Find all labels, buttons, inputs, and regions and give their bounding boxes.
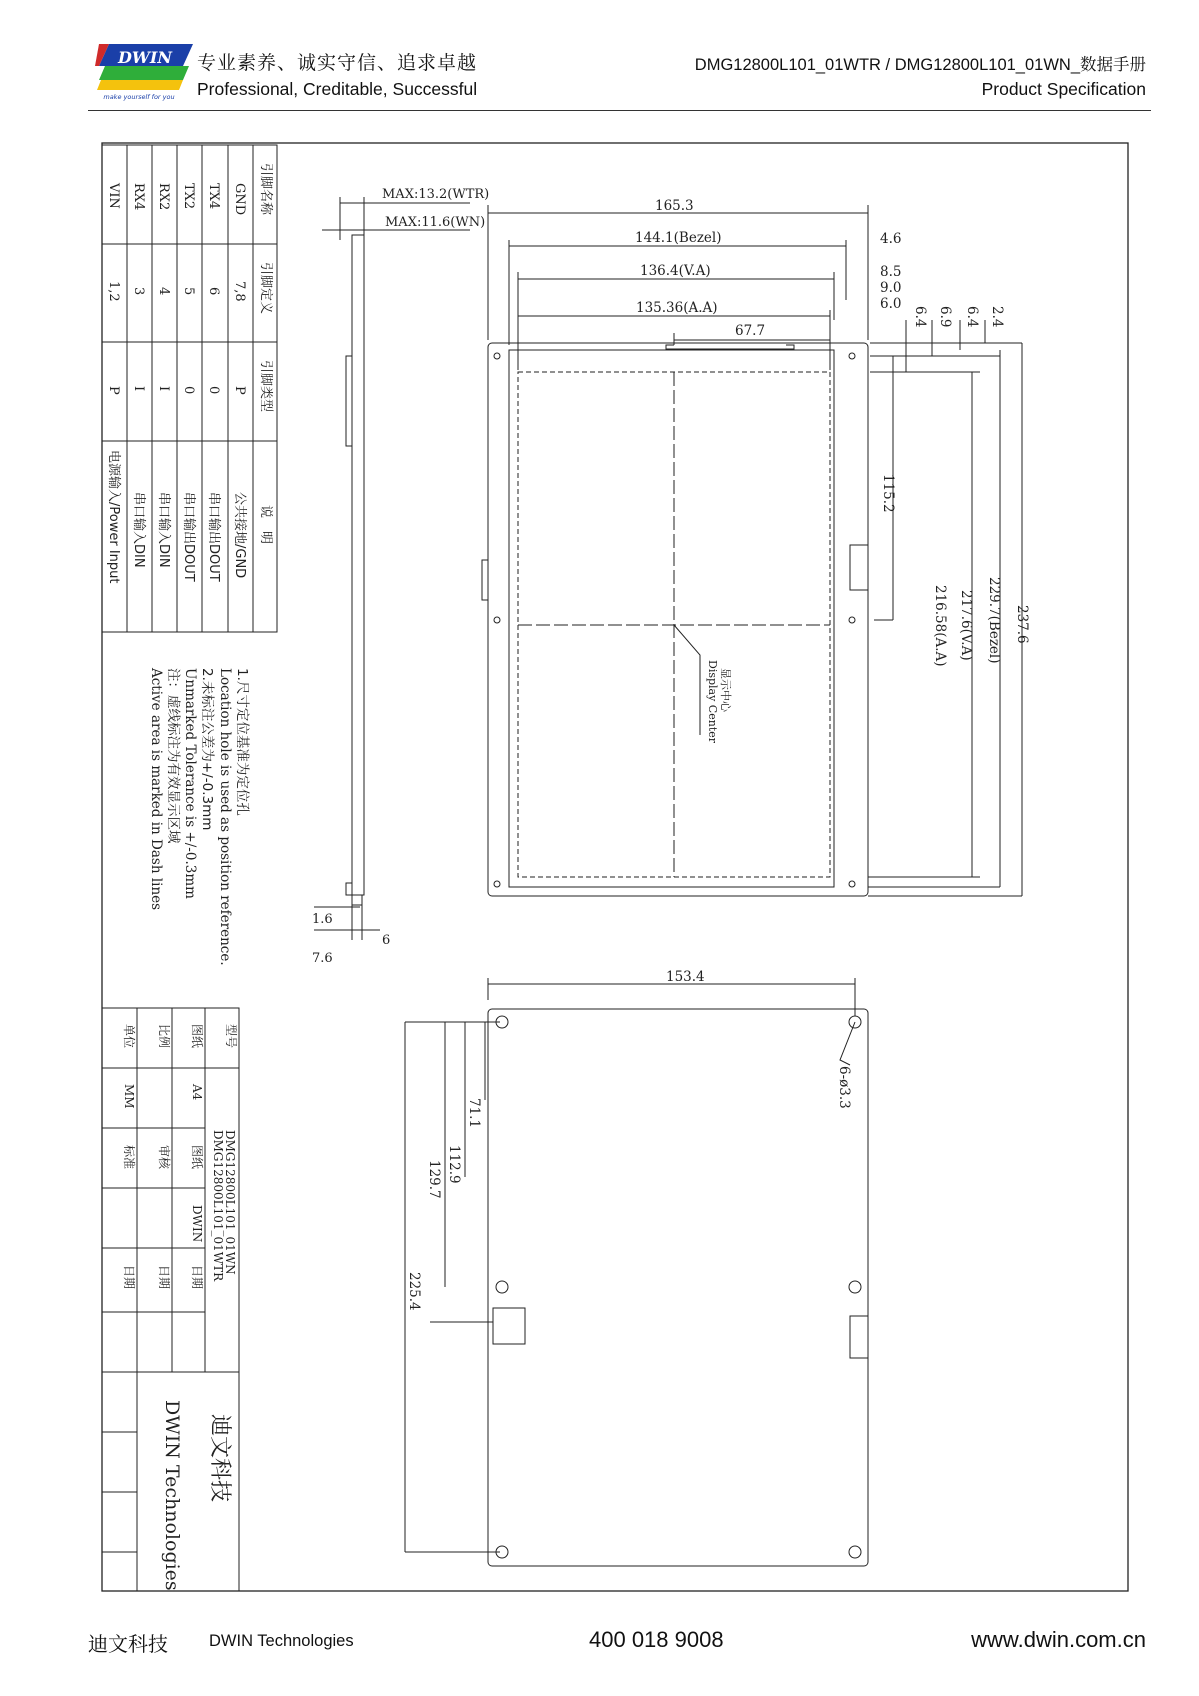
dim-side-1-6: 1.6 <box>312 912 333 927</box>
tb-drawing-value: A4 <box>190 1084 204 1101</box>
footer-website[interactable]: www.dwin.com.cn <box>971 1627 1146 1652</box>
pin-desc-3: 串口输出DOUT <box>181 492 196 582</box>
pin-header-desc: 说 明 <box>258 505 273 545</box>
pin-desc-2: 串口输出DOUT <box>206 492 221 582</box>
dim-max-wtr: MAX:13.2(WTR) <box>382 187 490 202</box>
pin-name-3: TX2 <box>181 183 196 210</box>
note-2-en: Unmarked Tolerance is +/-0.3mm <box>182 668 198 899</box>
tb-unit-value: MM <box>122 1084 136 1109</box>
pin-name-2: TX4 <box>206 183 221 210</box>
pin-header-type: 引脚类型 <box>258 360 273 413</box>
dim-va-width: 136.4(V.A) <box>640 263 711 279</box>
pin-name-5: RX4 <box>131 183 146 211</box>
tb-model-value-1: DMG12800L101_01WN <box>223 1130 237 1275</box>
dim-bezel-width: 144.1(Bezel) <box>635 230 722 246</box>
pin-type-2: 0 <box>206 386 221 395</box>
dim-6-4a: 6.4 <box>912 306 928 328</box>
pin-def-5: 3 <box>131 287 146 296</box>
display-center-cn: 显示中心 <box>719 668 732 712</box>
dim-back-225-4: 225.4 <box>406 1272 422 1311</box>
tb-date-label-3: 日期 <box>122 1265 136 1290</box>
pin-def-3: 5 <box>181 287 196 296</box>
pin-header-def: 引脚定义 <box>258 262 273 315</box>
tb-model-label: 型号 <box>224 1024 238 1049</box>
logo-text: DWIN <box>118 48 172 67</box>
side-view <box>314 197 470 940</box>
tb-dwin-label: DWIN <box>190 1205 204 1243</box>
doc-subtitle: Product Specification <box>981 79 1146 99</box>
footer-phone: 400 018 9008 <box>589 1627 724 1652</box>
pin-name-1: GND <box>232 183 247 216</box>
dim-bezel-height: 229.7(Bezel) <box>986 577 1002 664</box>
note-3-cn: 注：虚线标注为有效显示区域 <box>165 668 181 844</box>
dim-6-9: 6.9 <box>937 306 953 328</box>
pin-header-name: 引脚名称 <box>258 163 273 216</box>
dim-back-112-9: 112.9 <box>446 1145 462 1184</box>
dim-2-4: 2.4 <box>989 306 1005 328</box>
pin-def-4: 4 <box>156 287 171 296</box>
pin-type-1: P <box>232 386 247 395</box>
dim-side-6: 6 <box>382 933 391 948</box>
tb-unit-label: 单位 <box>122 1024 136 1049</box>
pin-type-5: I <box>131 386 146 392</box>
pin-type-6: P <box>106 386 121 395</box>
pin-def-2: 6 <box>206 287 221 296</box>
dim-half-width: 67.7 <box>735 323 766 339</box>
dim-8-5: 8.5 <box>880 264 902 280</box>
dim-back-71-1: 71.1 <box>466 1098 482 1129</box>
dim-half-height: 115.2 <box>880 474 896 513</box>
pin-desc-4: 串口输入DIN <box>156 492 171 568</box>
back-view <box>405 978 868 1566</box>
dim-6-4b: 6.4 <box>964 306 980 328</box>
tb-scale-label: 比例 <box>157 1024 171 1049</box>
dim-overall-width: 165.3 <box>655 198 694 214</box>
pin-def-6: 1,2 <box>106 281 121 302</box>
slogan-cn: 专业素养、诚实守信、追求卓越 <box>197 52 478 74</box>
display-center-en: Display Center <box>706 660 719 744</box>
footer-company-en: DWIN Technologies <box>209 1632 354 1650</box>
tb-company-en: DWIN Technologies <box>161 1400 183 1591</box>
tb-date-label-2: 日期 <box>157 1265 171 1290</box>
note-1-cn: 1.尺寸定位基准为定位孔 <box>234 668 250 816</box>
footer-company-cn: 迪文科技 <box>88 1632 168 1656</box>
tb-approve-label: 标准 <box>122 1145 136 1170</box>
dim-max-wn: MAX:11.6(WN) <box>385 215 486 230</box>
note-1-en: Location hole is used as position reference. <box>217 668 233 966</box>
dim-4-6: 4.6 <box>880 231 902 247</box>
tb-model-value-2: DMG12800L101_01WTR <box>211 1130 225 1282</box>
dim-side-7-6: 7.6 <box>312 951 333 966</box>
note-2-cn: 2.未标注公差为+/-0.3mm <box>199 668 215 831</box>
dim-overall-height: 237.6 <box>1014 605 1030 644</box>
tb-draw-label: 图纸 <box>190 1145 204 1170</box>
pin-desc-6: 电源输入/Power Input <box>106 450 121 584</box>
dim-back-width: 153.4 <box>666 969 705 985</box>
drawing-frame <box>102 143 1128 1591</box>
tb-company-cn: 迪文科技 <box>207 1414 232 1503</box>
pin-type-4: I <box>156 386 171 392</box>
tb-drawing-label: 图纸 <box>190 1024 204 1049</box>
pin-name-6: VIN <box>106 183 121 209</box>
pin-def-1: 7,8 <box>232 281 247 302</box>
pin-desc-5: 串口输入DIN <box>131 492 146 568</box>
hole-callout: 6-ø3.3 <box>836 1066 852 1109</box>
tb-date-label-1: 日期 <box>190 1265 204 1290</box>
pin-desc-1: 公共接地/GND <box>232 492 247 579</box>
tb-review-label: 审核 <box>157 1145 171 1170</box>
logo-tagline: make yourself for you <box>103 93 175 101</box>
dim-aa-height: 216.58(A.A) <box>932 585 948 667</box>
pin-type-3: 0 <box>181 386 196 395</box>
note-3-en: Active area is marked in Dash lines <box>148 668 164 911</box>
dim-aa-width: 135.36(A.A) <box>636 300 718 316</box>
dim-9-0: 9.0 <box>880 280 902 296</box>
doc-title: DMG12800L101_01WTR / DMG12800L101_01WN_数据手册 <box>694 56 1146 74</box>
dim-va-height: 217.6(V.A) <box>958 590 974 661</box>
pin-name-4: RX2 <box>156 183 171 211</box>
dim-back-129-7: 129.7 <box>426 1160 442 1199</box>
slogan-en: Professional, Creditable, Successful <box>197 79 478 99</box>
dim-6-0: 6.0 <box>880 296 902 312</box>
